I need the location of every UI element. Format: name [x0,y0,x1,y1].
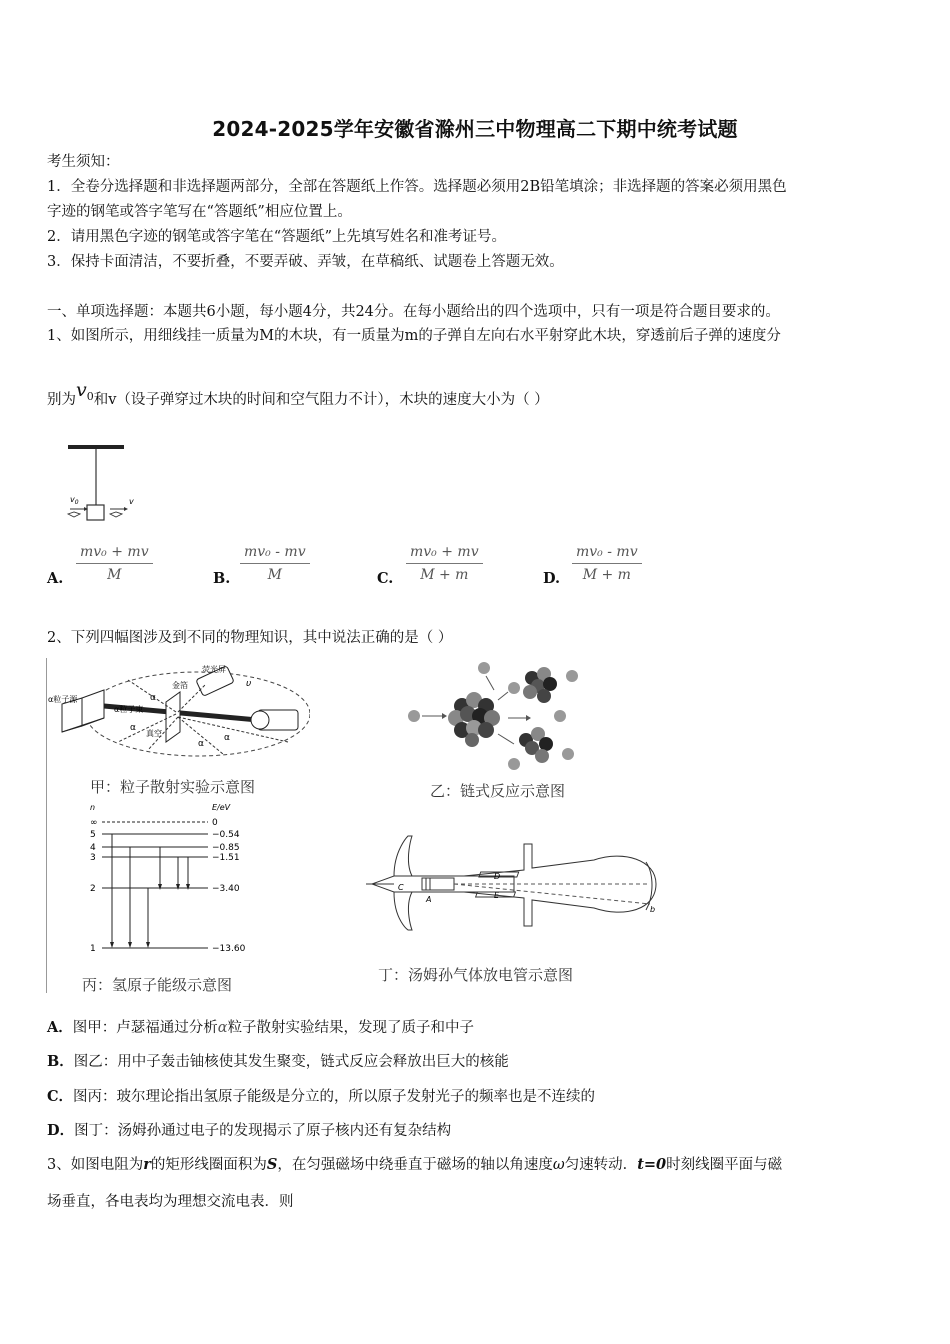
figure-border [46,658,47,993]
q1-option-d[interactable]: mv₀ - mv M + m [572,544,642,583]
q2-stem: 2、下列四幅图涉及到不同的物理知识，其中说法正确的是（ ） [47,630,453,646]
q1-option-b-letter[interactable]: B. [213,570,231,587]
level-n-label: 1 [90,944,96,954]
level-n-label: 3 [90,853,96,863]
q1-option-c-letter[interactable]: C. [377,570,394,587]
level-e-label: −1.51 [212,853,240,863]
notice-item: 字迹的钢笔或答字笔写在“答题纸”相应位置上。 [47,204,352,220]
svg-text:α: α [224,733,230,743]
q1-option-d-letter[interactable]: D. [543,570,561,587]
q1-stem-line1: 1、如图所示，用细线挂一质量为M的木块，有一质量为m的子弹自左向右水平射穿此木块，穿透前后子弹的速度分 [47,328,781,344]
fig-v-label: v [129,497,134,506]
level-n-label: 5 [90,830,96,840]
fig-discharge-tube [364,830,660,940]
fig-v0-label: $v_0$ [70,495,79,506]
level-n-label: 2 [90,884,96,894]
notice-item: 3．保持卡面清洁，不要折叠，不要弄破、弄皱，在草稿纸、试题卷上答题无效。 [47,254,564,270]
q1-option-c[interactable]: mv₀ + mv M + m [406,544,483,583]
fission-fragment-1 [523,667,557,703]
level-n-label: 4 [90,843,96,853]
q2-option-d[interactable]: D．图丁：汤姆孙通过电子的发现揭示了原子核内还有复杂结构 [47,1122,452,1139]
q1-option-a-letter[interactable]: A. [47,570,64,587]
source-box [82,690,104,726]
e-axis-label: E/eV [212,803,231,812]
label-screen: 荧光屏 [202,665,226,674]
level-e-label: −13.60 [212,944,246,954]
n-axis-label: n [90,803,96,812]
q1-figure-pendulum [62,440,142,525]
caption-yi: 乙：链式反应示意图 [430,782,566,800]
caption-bing: 丙：氢原子能级示意图 [82,976,233,994]
q2-option-b[interactable]: B．图乙：用中子轰击铀核使其发生聚变，链式反应会释放出巨大的核能 [47,1053,509,1070]
fig-energy-levels [84,800,254,960]
q1-stem-line2: 别为$v_0$和v（设子弹穿过木块的时间和空气阻力不计），木块的速度大小为（ ） [47,379,549,408]
neutron [408,710,420,722]
q2-option-a[interactable]: A．图甲：卢瑟福通过分析α粒子散射实验结果，发现了质子和中子 [47,1019,475,1036]
q1-option-a[interactable]: mv₀ + mv M [76,544,153,583]
label-d: D [494,872,501,881]
uranium-nucleus [448,692,500,747]
level-e-label: −3.40 [212,884,240,894]
level-e-label: 0 [212,818,218,828]
q2-option-c[interactable]: C．图丙：玻尔理论指出氢原子能级是分立的，所以原子发射光子的频率也是不连续的 [47,1088,596,1105]
bullet-after [110,512,122,517]
bullet-before [68,512,80,517]
level-e-label: −0.54 [212,830,240,840]
page-title: 2024-2025学年安徽省滁州三中物理高二下期中统考试题 [212,117,738,141]
level-e-label: −0.85 [212,843,240,853]
label-source: α粒子源 [48,695,78,704]
notice-item: 1．全卷分选择题和非选择题两部分，全部在答题纸上作答。选择题必须用2B铅笔填涂；非选择题的答案必须用黑色 [47,179,787,195]
q3-stem-line2: 场垂直，各电表均为理想交流电表．则 [47,1194,294,1210]
label-vacuum: 真空 [146,729,162,738]
caption-jia: 甲：粒子散射实验示意图 [90,778,256,796]
svg-text:α: α [130,723,136,733]
label-e: E [494,891,500,900]
caption-ding: 丁：汤姆孙气体放电管示意图 [378,966,574,984]
label-b: b [650,905,656,914]
svg-text:α: α [150,693,156,703]
level-n-label: ∞ [90,818,98,828]
svg-text:α: α [198,739,204,749]
label-c: C [398,883,404,892]
label-beam: α粒子束 [114,705,144,714]
q3-stem-line1: 3、如图电阻为r的矩形线圈面积为S，在匀强磁场中绕垂直于磁场的轴以角速度ω匀速转动．t=0时刻线圈平面与磁 [47,1156,783,1173]
wooden-block [87,505,104,520]
ceiling-bar [68,445,124,449]
label-a: A [426,895,432,904]
fig-alpha-scattering [48,662,310,762]
notice-item: 2．请用黑色字迹的钢笔或答字笔在“答题纸”上先填写姓名和准考证号。 [47,229,507,245]
section-heading: 一、单项选择题：本题共6小题，每小题4分，共24分。在每小题给出的四个选项中，只有一项是符合题目要求的。 [47,304,780,320]
fission-fragment-2 [519,727,553,763]
svg-text:υ: υ [246,679,252,689]
q1-option-b[interactable]: mv₀ - mv M [240,544,310,583]
notice-heading: 考生须知： [47,154,120,170]
label-foil: 金箔 [172,681,188,690]
fig-chain-reaction [402,654,582,774]
